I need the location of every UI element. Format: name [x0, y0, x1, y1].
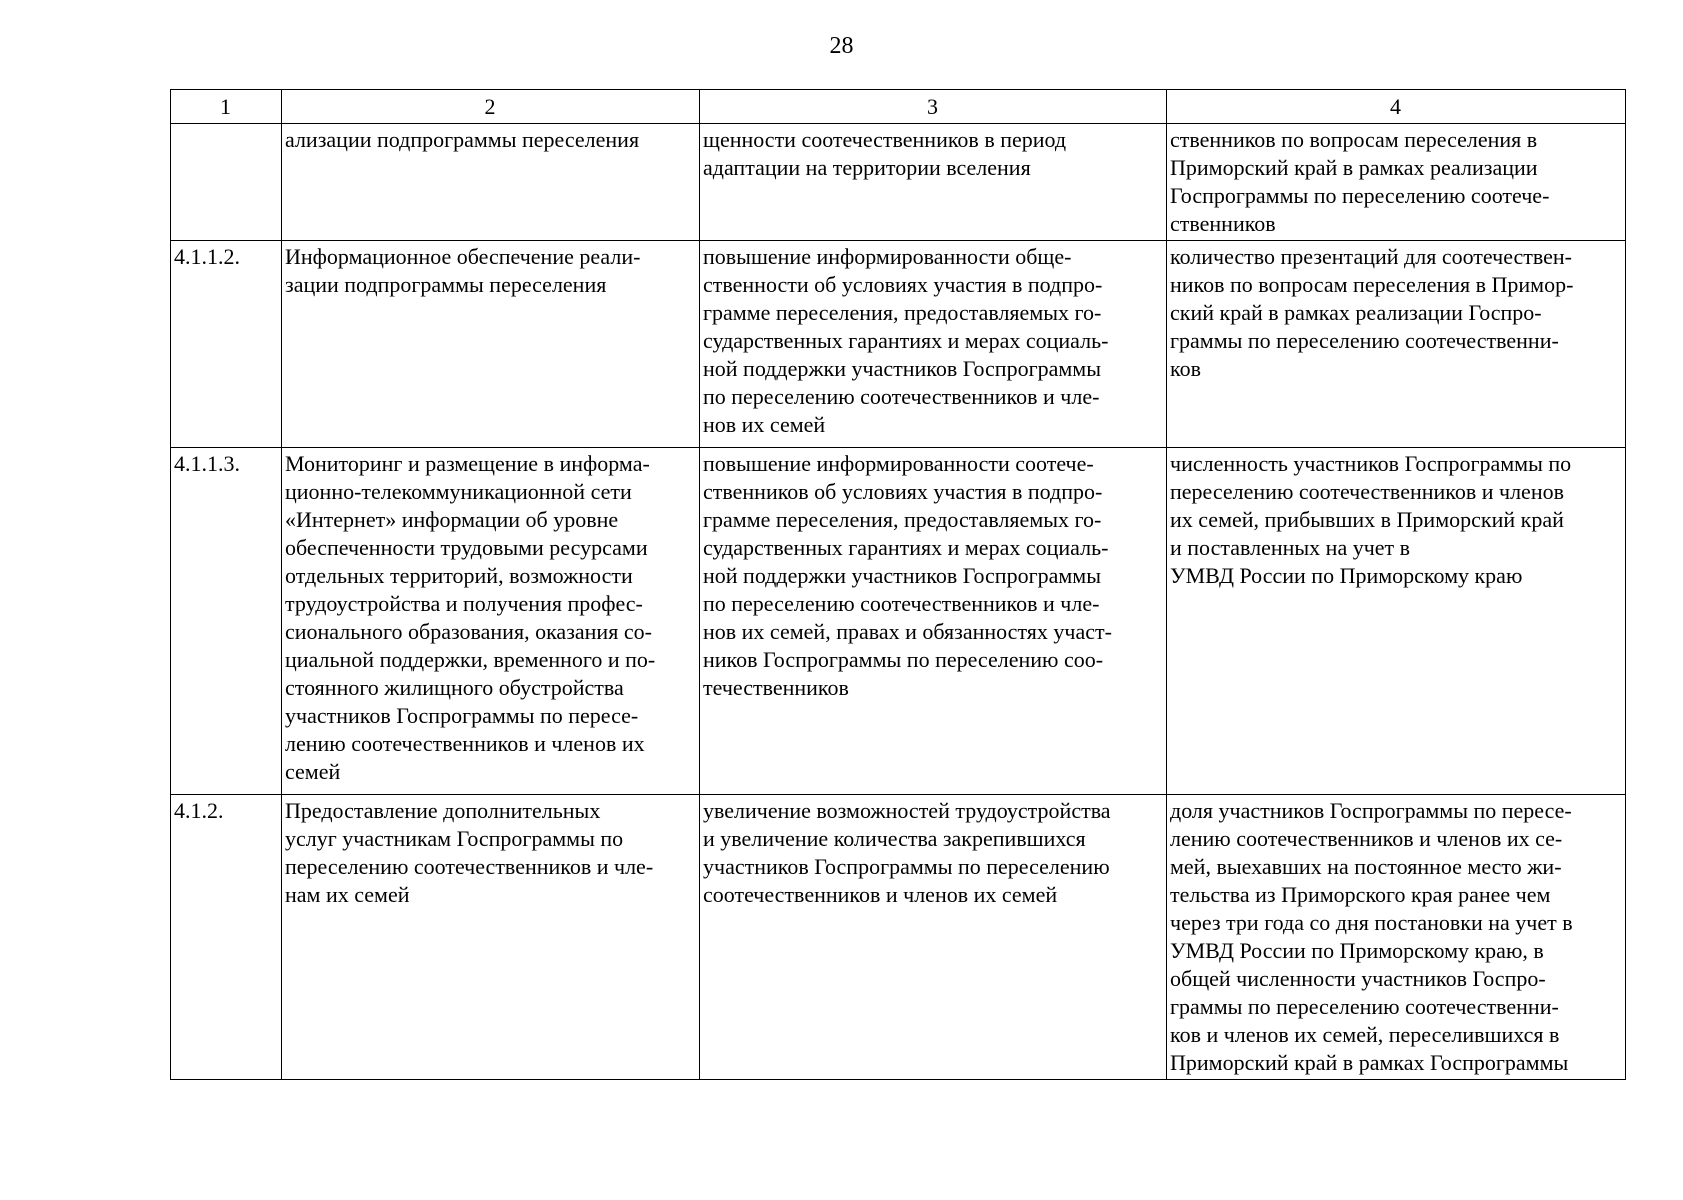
indicator-cell: количество презентаций для соотечествен- ников по вопросам переселения в Примор- ский край в рамках реализации Госпро- граммы по переселению соотечественни- ков	[1167, 241, 1626, 448]
expected-result-cell: повышение информированности обще- ственности об условиях участия в подпро- грамме переселения, предоставляемых го- сударственных гарантиях и мерах социаль- ной поддержки участников Госпрограммы по переселению соотечественников и чле- нов их семей	[700, 241, 1167, 448]
measure-name-cell: Предоставление дополнительных услуг участникам Госпрограммы по переселению соотечественников и чле- нам их семей	[282, 795, 700, 1080]
header-col-3: 3	[700, 90, 1167, 124]
row-number-cell: 4.1.1.2.	[171, 241, 282, 448]
expected-result-cell: щенности соотечественников в период адаптации на территории вселения	[700, 124, 1167, 241]
table-row	[171, 124, 1626, 241]
measure-name-cell: Мониторинг и размещение в информа- ционно-телекоммуникационной сети «Интернет» информации об уровне обеспеченности трудовыми ресурсами отдельных территорий, возможности трудоустройства и получения профес- сионального образования, оказания со- циальной поддержки, временного и по- стоянного жилищного обустройства участников Госпрограммы по пересе- лению соотечественников и членов их семей	[282, 448, 700, 795]
header-col-1: 1	[171, 90, 282, 124]
indicator-cell: ственников по вопросам переселения в Приморский край в рамках реализации Госпрограммы по переселению соотече- ственников	[1167, 124, 1626, 241]
indicator-cell: численность участников Госпрограммы по переселению соотечественников и членов их семей, прибывших в Приморский край и поставленных на учет в УМВД России по Приморскому краю	[1167, 448, 1626, 795]
measure-name-cell: ализации подпрограммы переселения	[282, 124, 700, 241]
table-body	[171, 124, 1626, 1080]
table-header	[171, 90, 1626, 124]
program-measures-table	[170, 89, 1626, 1080]
row-number-cell: 4.1.1.3.	[171, 448, 282, 795]
table-row	[171, 448, 1626, 795]
header-row	[171, 90, 1626, 124]
header-col-2: 2	[282, 90, 700, 124]
indicator-cell: доля участников Госпрограммы по пересе- лению соотечественников и членов их се- мей, выехавших на постоянное место жи- тельства из Приморского края ранее чем через три года со дня постановки на учет в УМВД России по Приморскому краю, в общей численности участников Госпро- граммы по переселению соотечественни- ков и членов их семей, переселившихся в Приморский край в рамках Госпрограммы	[1167, 795, 1626, 1080]
page-number: 28	[829, 33, 854, 59]
row-number-cell: 4.1.2.	[171, 795, 282, 1080]
measure-name-cell: Информационное обеспечение реали- зации подпрограммы переселения	[282, 241, 700, 448]
expected-result-cell: увеличение возможностей трудоустройства и увеличение количества закрепившихся участников Госпрограммы по переселению соотечественников и членов их семей	[700, 795, 1167, 1080]
table-row	[171, 795, 1626, 1080]
header-col-4: 4	[1167, 90, 1626, 124]
expected-result-cell: повышение информированности соотече- ственников об условиях участия в подпро- грамме переселения, предоставляемых го- сударственных гарантиях и мерах социаль- ной поддержки участников Госпрограммы по переселению соотечественников и чле- нов их семей, правах и обязанностях участ- ников Госпрограммы по переселению соо- течественников	[700, 448, 1167, 795]
table-row	[171, 241, 1626, 448]
row-number-cell	[171, 124, 282, 241]
